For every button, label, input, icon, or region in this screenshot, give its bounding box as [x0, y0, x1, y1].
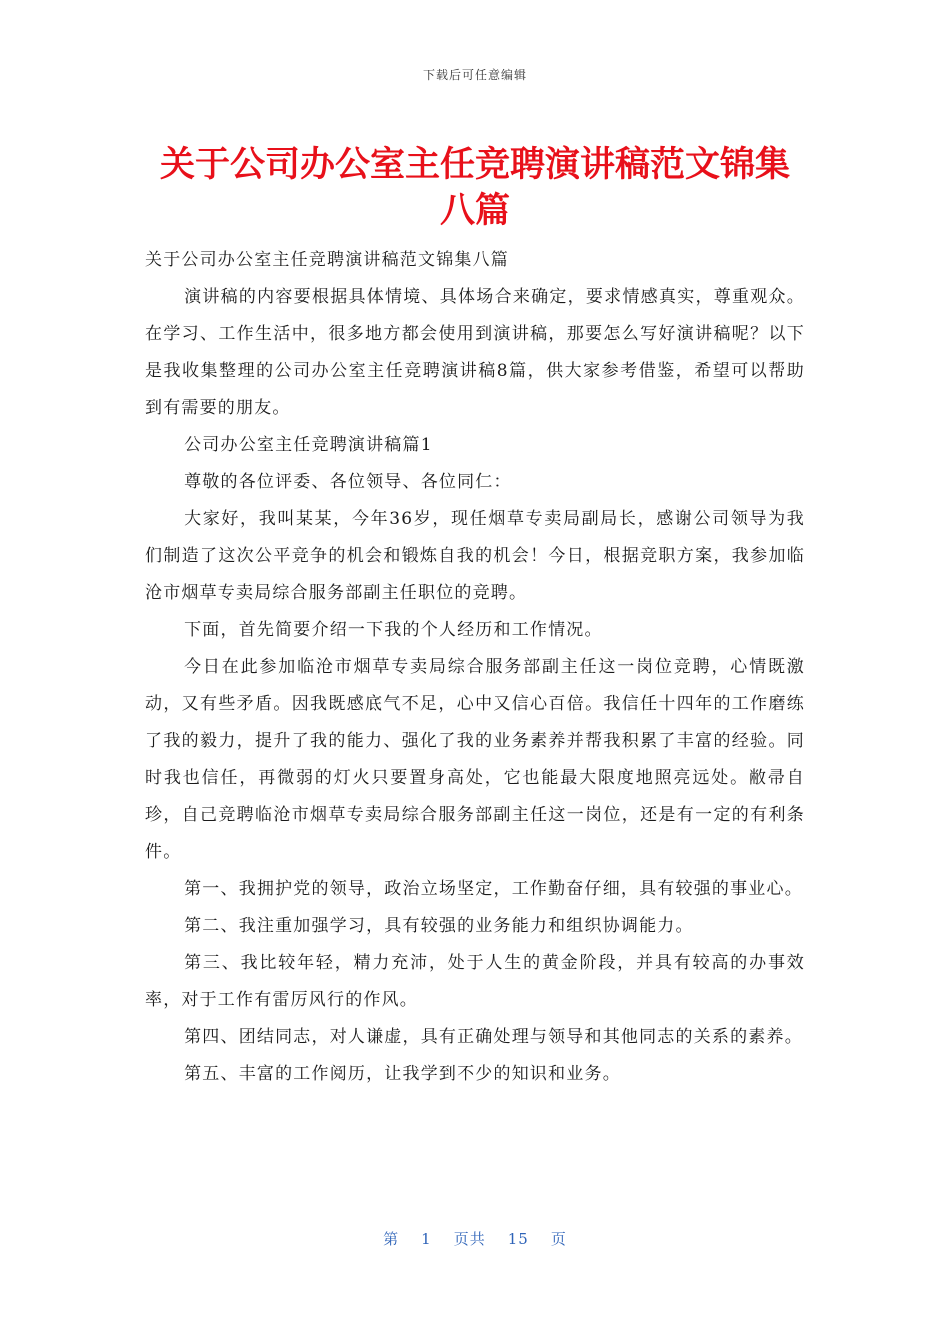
- section-heading: 公司办公室主任竞聘演讲稿篇1: [184, 435, 433, 455]
- page-footer: [0, 1228, 950, 1249]
- list-item: 第三、我比较年轻，精力充沛，处于人生的黄金阶段，并具有较高的办事效率，对于工作有雷厉风行的作风。: [145, 953, 805, 1010]
- paragraph: 大家好，我叫某某，今年36岁，现任烟草专卖局副局长，感谢公司领导为我们制造了这次公平竞争的机会和锻炼自我的机会！今日，根据竞职方案，我参加临沧市烟草专卖局综合服务部副主任职位的竞聘。: [145, 509, 805, 603]
- salutation: 尊敬的各位评委、各位领导、各位同仁：: [184, 472, 512, 492]
- document-body: [145, 242, 805, 1093]
- list-item: 第五、丰富的工作阅历，让我学到不少的知识和业务。: [184, 1064, 621, 1084]
- footer-middle: 页共: [453, 1230, 486, 1248]
- document-title: 关于公司办公室主任竞聘演讲稿范文锦集八篇: [159, 145, 790, 231]
- total-pages-number: 15: [507, 1230, 529, 1248]
- footer-suffix: 页: [550, 1230, 567, 1248]
- list-item: 第一、我拥护党的领导，政治立场坚定，工作勤奋仔细，具有较强的事业心。: [184, 879, 803, 899]
- paragraph: 下面，首先简要介绍一下我的个人经历和工作情况。: [184, 620, 603, 640]
- list-item: 第二、我注重加强学习，具有较强的业务能力和组织协调能力。: [184, 916, 694, 936]
- paragraph: 关于公司办公室主任竞聘演讲稿范文锦集八篇: [145, 250, 509, 270]
- list-item: 第四、团结同志，对人谦虚，具有正确处理与领导和其他同志的关系的素养。: [184, 1027, 803, 1047]
- current-page-number: 1: [421, 1230, 432, 1248]
- header-note: 下载后可任意编辑: [422, 68, 527, 82]
- paragraph: 演讲稿的内容要根据具体情境、具体场合来确定，要求情感真实，尊重观众。在学习、工作生活中，很多地方都会使用到演讲稿，那要怎么写好演讲稿呢？以下是我收集整理的公司办公室主任竞聘演讲稿8篇，供大家参考借鉴，希望可以帮助到有需要的朋友。: [145, 287, 805, 418]
- footer-prefix: 第: [383, 1230, 400, 1248]
- paragraph: 今日在此参加临沧市烟草专卖局综合服务部副主任这一岗位竞聘，心情既激动，又有些矛盾。因我既感底气不足，心中又信心百倍。我信任十四年的工作磨练了我的毅力，提升了我的能力、强化了我的业务素养并帮我积累了丰富的经验。同时我也信任，再微弱的灯火只要置身高处，它也能最大限度地照亮远处。敝帚自珍，自己竞聘临沧市烟草专卖局综合服务部副主任这一岗位，还是有一定的有利条件。: [145, 657, 805, 862]
